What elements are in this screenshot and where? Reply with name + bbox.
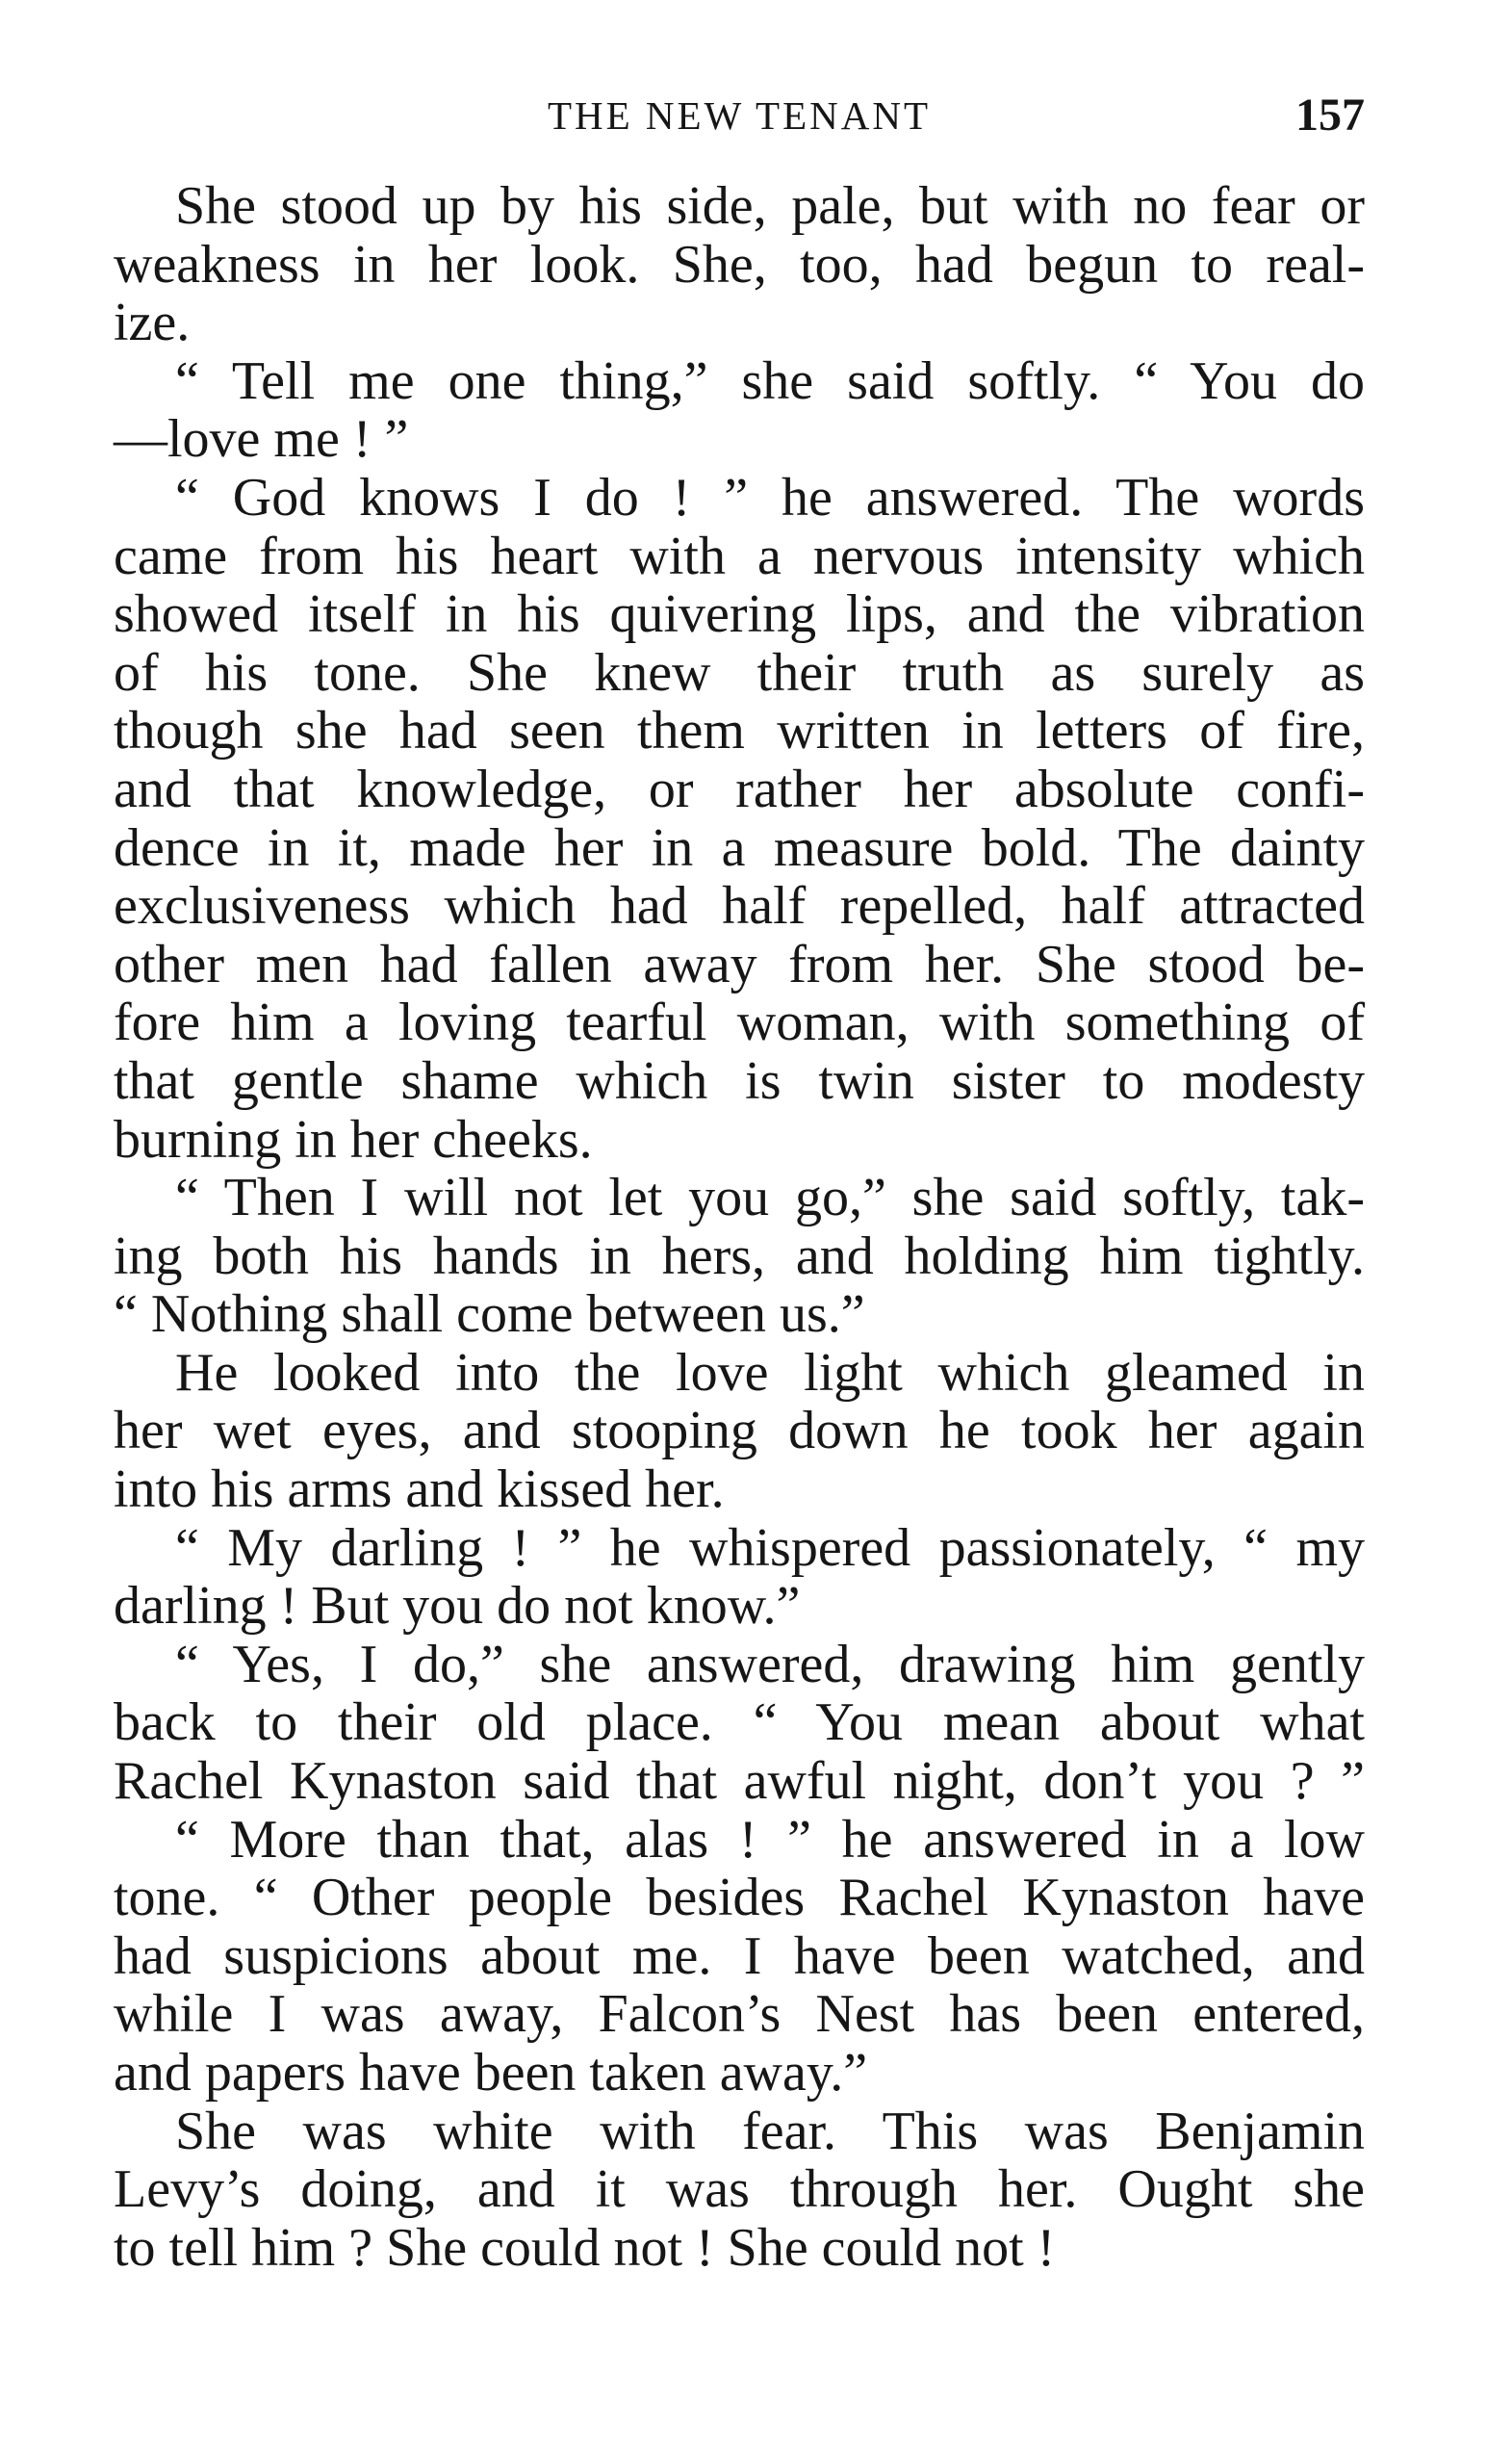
text-line: She stood up by his side, pale, but with no fear or	[175, 176, 1365, 236]
text-line: “ Tell me one thing,” she said softly. “ You do	[175, 350, 1365, 411]
text-line: “ My darling ! ” he whispered passionately, “ my	[175, 1517, 1365, 1578]
body-text	[114, 177, 1365, 2277]
text-line: “ Yes, I do,” she answered, drawing him gently	[175, 1634, 1365, 1694]
text-line: to tell him ? She could not ! She could not !	[114, 2217, 1056, 2278]
text-line: “ Nothing shall come between us.”	[114, 1284, 865, 1345]
page-number: 157	[1295, 90, 1365, 141]
text-line: showed itself in his quivering lips, and the vibration	[114, 584, 1365, 645]
running-head	[114, 89, 1365, 150]
text-line: came from his heart with a nervous intensity which	[114, 526, 1365, 586]
text-line: other men had fallen away from her. She stood be-	[114, 934, 1365, 994]
text-line: “ God knows I do ! ” he answered. The words	[175, 467, 1365, 528]
text-line: “ More than that, alas ! ” he answered in a low	[175, 1809, 1365, 1870]
text-line: and papers have been taken away.”	[114, 2043, 868, 2103]
text-line: into his arms and kissed her.	[114, 1459, 725, 1520]
text-line: and that knowledge, or rather her absolute confi-	[114, 759, 1365, 819]
text-line: He looked into the love light which gleamed in	[175, 1342, 1365, 1403]
text-line: ize.	[114, 293, 191, 353]
text-line: her wet eyes, and stooping down he took her again	[114, 1401, 1365, 1461]
text-line: ing both his hands in hers, and holding him tightly.	[114, 1226, 1365, 1286]
text-line: darling ! But you do not know.”	[114, 1576, 801, 1637]
text-line: burning in her cheeks.	[114, 1109, 593, 1170]
text-line: Levy’s doing, and it was through her. Ought she	[114, 2159, 1365, 2220]
text-line: though she had seen them written in letters of fire,	[114, 701, 1365, 761]
text-line: had suspicions about me. I have been watched, and	[114, 1925, 1365, 1986]
text-line: Rachel Kynaston said that awful night, don’t you ? ”	[114, 1751, 1365, 1812]
text-line: back to their old place. “ You mean about what	[114, 1692, 1365, 1753]
text-line: —love me ! ”	[114, 409, 409, 470]
text-line: dence in it, made her in a measure bold. The dainty	[114, 817, 1365, 878]
text-line: fore him a loving tearful woman, with something of	[114, 993, 1365, 1053]
text-line: while I was away, Falcon’s Nest has been entered,	[114, 1984, 1365, 2045]
text-line: “ Then I will not let you go,” she said softly, tak-	[175, 1168, 1365, 1228]
text-line: weakness in her look. She, too, had begun to real-	[114, 234, 1365, 295]
running-title: THE NEW TENANT	[547, 93, 932, 138]
text-line: She was white with fear. This was Benjamin	[175, 2101, 1365, 2161]
text-line: of his tone. She knew their truth as surely as	[114, 642, 1365, 703]
text-line: tone. “ Other people besides Rachel Kynaston have	[114, 1868, 1365, 1928]
text-line: exclusiveness which had half repelled, half attracted	[114, 876, 1365, 937]
text-line: that gentle shame which is twin sister to modesty	[114, 1050, 1365, 1111]
